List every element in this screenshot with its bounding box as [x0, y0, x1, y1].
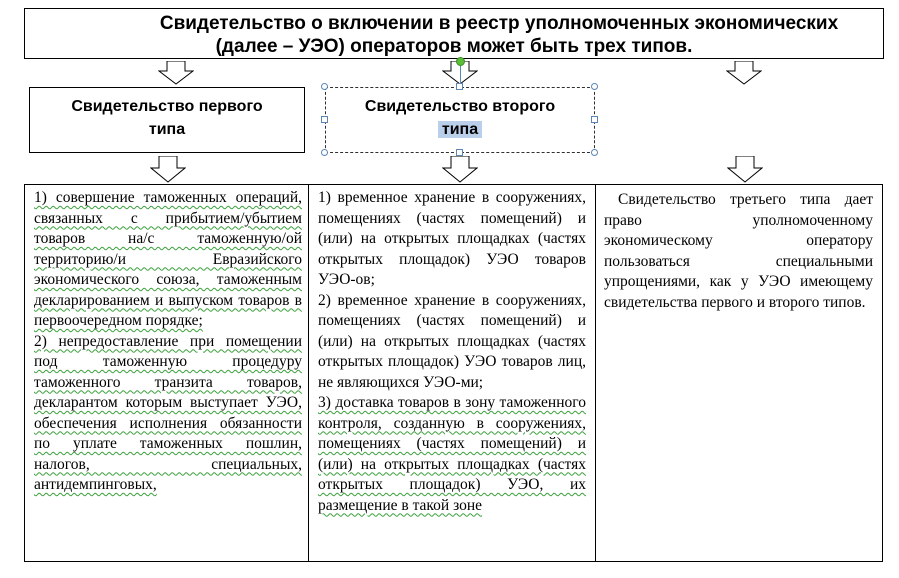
arrow-down-icon [727, 156, 763, 183]
rotation-handle[interactable] [456, 57, 465, 66]
title-line-1: Свидетельство о включении в реестр уполномоченных экономических [159, 13, 839, 34]
first-type-item-1: 1) совершение таможенных операций, связанных с прибытием/убытием товаров на/с таможенную/ой территорию/и Евразийского экономического союза, таможенным декларированием и выпуском товаров в первоочередном порядке; [34, 189, 302, 329]
type-second-box-selected[interactable] [325, 87, 595, 153]
type-first-line1: Свидетельство первого [71, 98, 263, 115]
resize-handle-right[interactable] [591, 116, 598, 123]
rights-table [24, 184, 883, 562]
arrow-down-icon [158, 61, 194, 85]
third-type-description: Свидетельство третьего типа дает право уполномоченному экономическому оператору пользоваться специальными упрощениями, как у УЭО имеющему свидетельства первого и второго типов. [604, 191, 873, 311]
arrow-down-icon [726, 61, 762, 85]
type-first-line2: типа [148, 121, 186, 138]
second-type-item-2: 2) временное хранение в сооружениях, помещениях (частях помещений) и (или) на открытых площадках (частях открытых площадок) УЭО товаров лиц, не являющихся УЭО-ми; [318, 291, 586, 391]
type-first-box[interactable] [29, 87, 305, 153]
resize-handle-bottom-left[interactable] [321, 149, 328, 156]
resize-handle-bottom[interactable] [456, 149, 463, 156]
resize-handle-top[interactable] [456, 83, 463, 90]
type-second-line1: Свидетельство второго [364, 98, 556, 115]
column-second-type[interactable] [309, 185, 596, 561]
type-second-line2-selected-text[interactable]: типа [438, 121, 482, 138]
column-first-type[interactable] [25, 185, 309, 561]
arrow-down-icon [150, 156, 186, 183]
first-type-item-2: 2) непредоставление при помещении под таможенную процедуру таможенного транзита товаров, декларантом которым выступает УЭО, обеспечения исполнения обязанности по уплате таможенных пошлин, налогов, специальных, антидемпинговых, [34, 332, 302, 493]
second-type-item-3: 3) доставка товаров в зону таможенного контроля, созданную в сооружениях, помещениях (частях помещений) и (или) на открытых площадках (частях открытых площадок) УЭО, их размещение в такой зоне [318, 394, 586, 514]
resize-handle-bottom-right[interactable] [591, 149, 598, 156]
title-line-2: (далее – УЭО) операторов может быть трех типов. [215, 36, 693, 57]
resize-handle-left[interactable] [321, 116, 328, 123]
column-third-type[interactable] [596, 185, 882, 561]
resize-handle-top-right[interactable] [591, 83, 598, 90]
resize-handle-top-left[interactable] [321, 83, 328, 90]
second-type-item-1: 1) временное хранение в сооружениях, помещениях (частях помещений) и (или) на открытых площадках (частях открытых площадок) УЭО товаров УЭО-ов; [318, 189, 586, 288]
diagram-title-box [24, 8, 884, 59]
arrow-down-icon [442, 156, 478, 183]
